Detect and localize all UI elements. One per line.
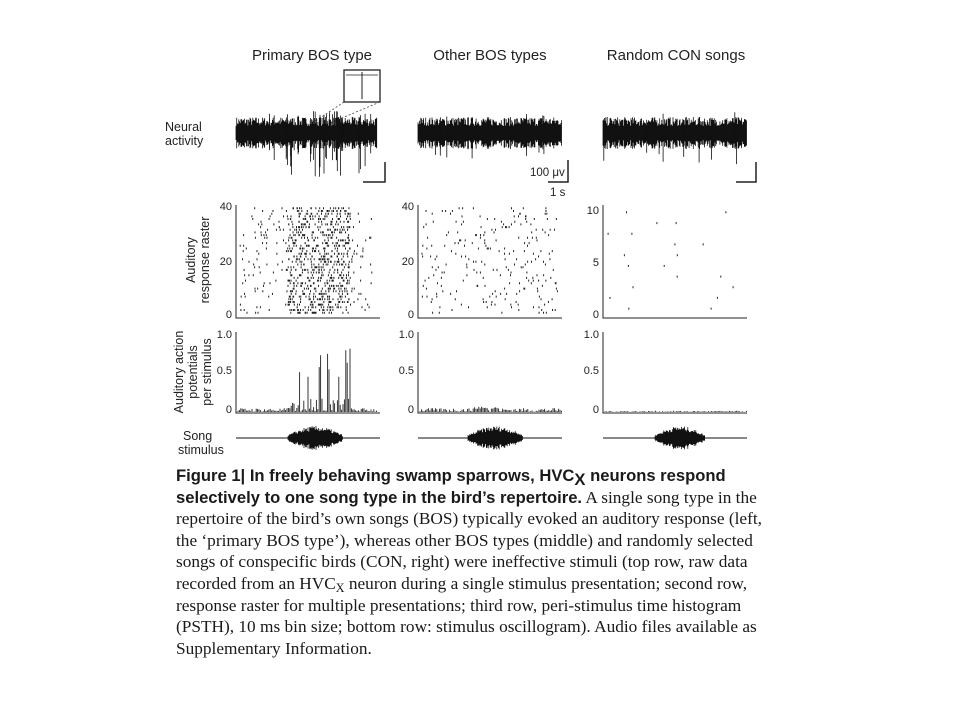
neural-trace-noise <box>603 117 747 149</box>
row-label-psth-2: potentials <box>186 345 200 399</box>
column-title-random: Random CON songs <box>606 47 746 64</box>
column-title-other: Other BOS types <box>433 47 547 64</box>
row-label-psth-3: per stimulus <box>200 338 214 406</box>
row-label-song-2: stimulus <box>178 443 224 457</box>
scalebar-amplitude-label: 100 μv <box>530 167 565 179</box>
raster-tick-zero-other: 0 <box>407 309 414 321</box>
song-stimulus-other <box>418 427 562 450</box>
raster-tick-top-primary: 40 <box>219 201 232 213</box>
song-stimulus-primary <box>236 426 380 450</box>
psth-axis-other <box>418 332 562 413</box>
column-title-primary: Primary BOS type <box>251 47 373 64</box>
raster-spikes <box>608 211 733 309</box>
psth-tick-mid-other: 0.5 <box>398 365 414 377</box>
raster-tick-top-other: 40 <box>401 201 414 213</box>
psth-random <box>584 329 747 416</box>
psth-bars <box>238 349 377 412</box>
scalebar-primary <box>363 162 385 182</box>
row-label-psth-1: Auditory action <box>172 330 186 414</box>
song-waveform <box>468 427 522 450</box>
row-label-song-1: Song <box>183 429 213 443</box>
caption-bold-part2: neurons respond selectively to one song type in the bird’s repertoire. <box>176 466 726 507</box>
raster-tick-top-random: 10 <box>586 205 599 217</box>
neural-trace-noise <box>418 117 562 149</box>
psth-primary <box>217 329 380 416</box>
psth-tick-zero-other: 0 <box>407 404 414 416</box>
psth-tick-mid-primary: 0.5 <box>216 365 232 377</box>
figure-caption <box>176 465 776 659</box>
caption-separator: | <box>240 466 246 485</box>
psth-tick-top-primary: 1.0 <box>216 329 232 341</box>
psth-other <box>399 329 562 416</box>
neural-trace-noise <box>236 117 377 149</box>
scalebar-time-label: 1 s <box>550 187 566 199</box>
raster-axis-other <box>418 205 562 318</box>
caption-text-part1: A single song type in the repertoire of the bird’s own songs (BOS) typically evoked an auditory response (left, the ‘primary BOS type’), whereas other BOS types (middle) and randomly selected songs of conspecific birds (CON, right) were ineffective stimuli (top row, raw data recorded from an HVC <box>176 487 762 593</box>
caption-figure-label: Figure 1 <box>176 466 241 485</box>
raster-tick-mid-other: 20 <box>401 256 414 268</box>
neural-trace-random <box>603 112 747 164</box>
row-label-neural-1: Neural <box>165 120 202 134</box>
psth-tick-top-other: 1.0 <box>398 329 414 341</box>
caption-text-part2: neuron during a single stimulus presentation; second row, response raster for multiple presentations; third row, peri-stimulus time histogram (PSTH), 10 ms bin size; bottom row: stimulus oscillogram). Audio files available as Supplementary Information. <box>176 573 757 658</box>
raster-other <box>402 201 562 321</box>
raster-spikes <box>240 207 372 313</box>
neural-trace-other <box>418 114 562 158</box>
psth-tick-zero-primary: 0 <box>225 404 232 416</box>
caption-text-sub: X <box>335 580 345 595</box>
raster-axis-random <box>603 205 747 318</box>
psth-tick-top-random: 1.0 <box>583 329 599 341</box>
psth-bars <box>605 411 746 412</box>
row-label-neural-2: activity <box>165 134 204 148</box>
song-stimulus-random <box>603 427 747 450</box>
raster-tick-mid-primary: 20 <box>219 256 232 268</box>
song-waveform <box>288 426 342 450</box>
raster-spikes <box>422 207 557 313</box>
neural-trace-primary <box>236 111 377 177</box>
row-label-raster-2: response raster <box>198 216 212 304</box>
psth-bars <box>420 407 561 412</box>
row-label-raster-1: Auditory <box>184 237 198 283</box>
song-waveform <box>655 427 705 450</box>
psth-tick-mid-random: 0.5 <box>583 365 599 377</box>
caption-bold-part1: In freely behaving swamp sparrows, HVC <box>245 466 575 485</box>
caption-bold-sub: X <box>574 470 586 490</box>
psth-axis-random <box>603 332 747 413</box>
raster-random <box>587 205 747 321</box>
scalebar-random <box>736 162 756 182</box>
raster-primary <box>220 201 380 321</box>
psth-tick-zero-random: 0 <box>592 404 599 416</box>
raster-tick-zero-primary: 0 <box>225 309 232 321</box>
raster-tick-zero-random: 0 <box>592 309 599 321</box>
raster-tick-mid-random: 5 <box>592 257 599 269</box>
